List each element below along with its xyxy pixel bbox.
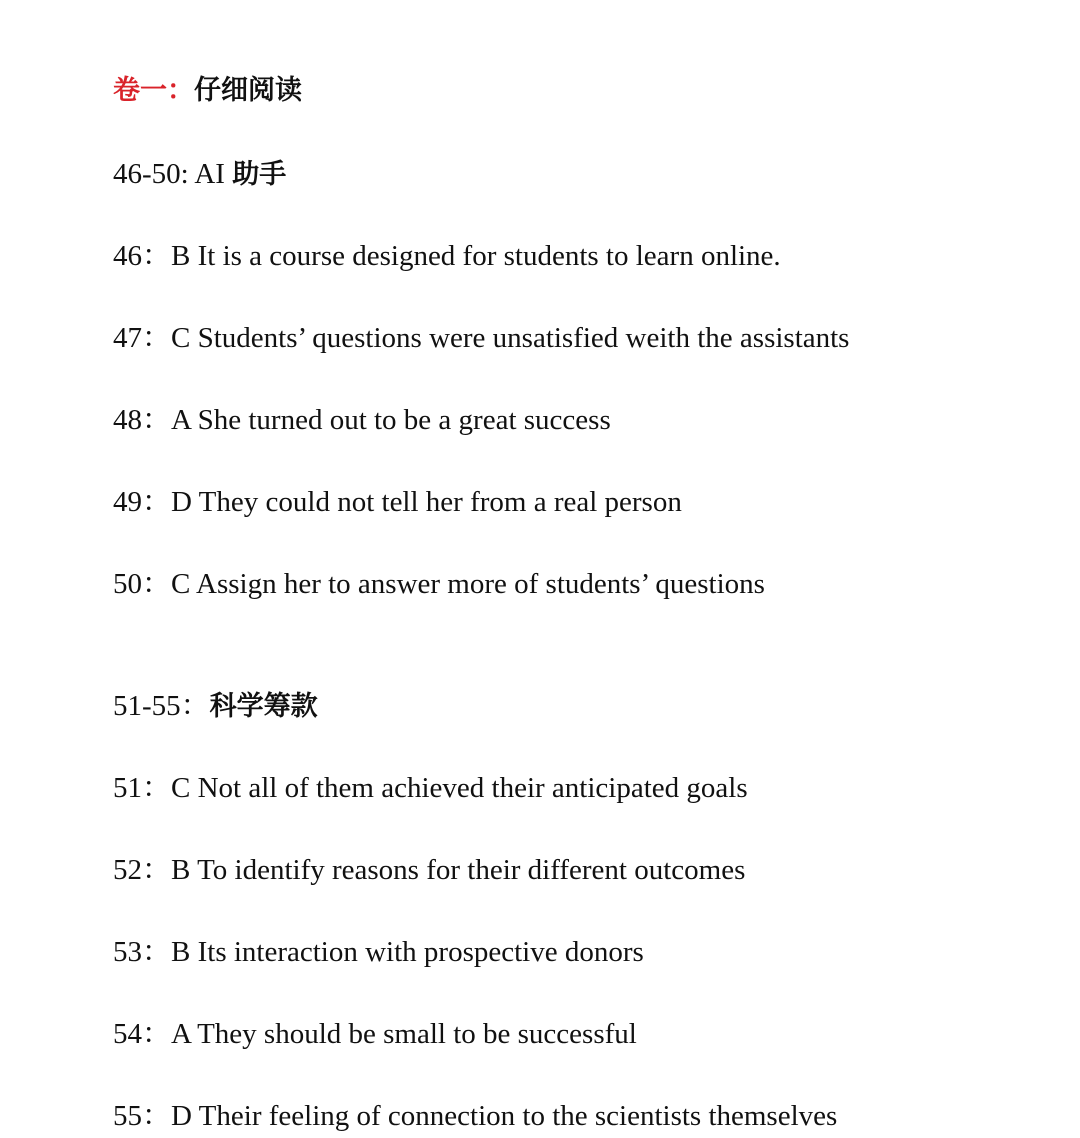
- answer-text: B It is a course designed for students to learn online.: [171, 240, 781, 272]
- answer-text: D They could not tell her from a real person: [171, 486, 682, 518]
- section-range: 51-55：: [113, 690, 210, 722]
- section-topic: 科学筹款: [209, 691, 318, 722]
- answer-item: [113, 402, 611, 438]
- page-heading: [113, 72, 302, 109]
- answer-text: A They should be small to be successful: [171, 1018, 637, 1050]
- answer-number: 54：: [113, 1018, 172, 1050]
- answer-item: [113, 320, 849, 356]
- answer-text: C Students’ questions were unsatisfied weith the assistants: [171, 322, 850, 354]
- answer-number: 46：: [113, 240, 172, 272]
- answer-text: A She turned out to be a great success: [171, 404, 611, 436]
- answer-text: C Not all of them achieved their anticipated goals: [171, 772, 748, 804]
- section-range: 46-50: AI: [113, 158, 233, 190]
- answer-item: [113, 770, 748, 806]
- answer-item: [113, 1098, 837, 1134]
- answer-item: [113, 238, 781, 274]
- section-topic: 助手: [232, 159, 287, 190]
- answer-number: 55：: [113, 1100, 172, 1132]
- answer-item: [113, 934, 644, 970]
- answer-number: 49：: [113, 486, 172, 518]
- answer-text: C Assign her to answer more of students’ questions: [171, 568, 765, 600]
- answer-number: 47：: [113, 322, 172, 354]
- answer-item: [113, 1016, 637, 1052]
- heading-title: 仔细阅读: [194, 75, 302, 106]
- section-title: [113, 688, 318, 725]
- answer-number: 51：: [113, 772, 172, 804]
- answer-number: 50：: [113, 568, 172, 600]
- answer-text: B Its interaction with prospective donors: [171, 936, 644, 968]
- answer-item: [113, 566, 765, 602]
- section-title: [113, 156, 286, 193]
- heading-prefix: 卷一：: [113, 75, 194, 106]
- answer-text: D Their feeling of connection to the scientists themselves: [171, 1100, 838, 1132]
- answer-item: [113, 852, 745, 888]
- answer-number: 48：: [113, 404, 172, 436]
- answer-number: 53：: [113, 936, 172, 968]
- answer-text: B To identify reasons for their different outcomes: [171, 854, 746, 886]
- answer-number: 52：: [113, 854, 172, 886]
- answer-item: [113, 484, 682, 520]
